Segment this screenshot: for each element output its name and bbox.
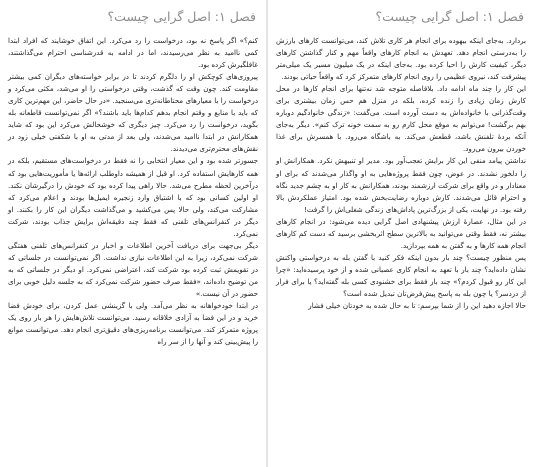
- paragraph: نداشتن پیامد منفی این کار برایش تعجب‌آور بود. مدیر او تنبیهش نکرد. همکارانش او را دلخور نشدند. در عوض، چون فقط پروژه‌هایی به او واگذار می‌شدند که برای او معنادار و در واقع برای شرکت ارزشمند بودند، همکارانش به کار او به چشم جدید نگاه و احترام قائل می‌شدند. کارش دوباره رضایت‌بخش شده بود. امتیاز عملکردش بالا رفته بود. در نهایت، یکی از بزرگ‌ترین پاداش‌های زندگی شغلی‌اش را گرفت!: [276, 156, 526, 214]
- paragraph: جسورتر شده بود و این معیار انتخابی را نه فقط در درخواست‌های مستقیم، بلکه در همه کارهایش استفاده کرد. او قبل از همیشه داوطلب ارائه‌ها یا مأموریت‌هایی بود که درآخرین لحظه مطرح می‌شد. حالا راهی پیدا کرده بود که خودش را درگیرشان نکند. او اولین کسانی بود که با اشتیاق وارد زنجیره ایمیل‌ها بودند و اعلام می‌کرد که مشارکت می‌کند، ولی حالا پس می‌کشید و می‌گذاشت دیگران این کار را بکنند. او دیگر در کنفرانس‌های تلفنی که فقط چند دقیقه‌اش برایش جذاب بودند، شرکت نمی‌کرد.: [8, 156, 258, 238]
- paragraph: کنم؟» اگر پاسخ نه بود، درخواست را رد می‌کرد. این اتفاق خوشایند که افراد ابتدا کمی ناامید به نظر می‌رسیدند، اما در ادامه به قدرشناسی احترام می‌گذاشتند، غافلگیرش کرده بود.: [8, 36, 258, 70]
- paragraph: پیروزی‌های کوچکش او را دلگرم کردند تا در برابر خواسته‌های دیگران کمی بیشتر مقاومت کند. چون وقت که گذشت، وقتی درخواستی را او می‌شد، مکثی می‌کرد و درخواست را با معیارهای محتاطانه‌تری می‌سنجید. «در حال حاضر، این مهم‌ترین کاری که باید با منابع و وقتم انجام بدهم کدام‌ها باید باشند؟» اگر نمی‌توانست قاطعانه بله بگوید، درخواست را رد می‌کرد. چیز دیگری که خوشحالش می‌کرد این بود که شاید همکارانش در ابتدا ناامید می‌شدند، ولی بعد از مدتی به او با شکفتی خیلی زود در نقش‌های محترم‌تری می‌دیدند.: [8, 72, 258, 154]
- paragraph: این کار را چند ماه ادامه داد. بلافاصله متوجه شد نه‌تنها برای انجام کارها در محل کارش زمان زیادی را زنده کرده، بلکه در منزل هم حس زمان بیشتری برای وقت‌گذرانی با خانواده‌اش به دست آورده است. می‌گفت: «زندگی خانوادگیم دوباره بهم برگشت! می‌توانم به موقع محل کارم رو به سمت خونه ترک کنم». دیگر به‌جای آنکه بردهٔ تلفنش باشد، قطعش می‌کند. به باشگاه می‌رود. با همسرش برای غذا خوردن بیرون می‌رود.: [276, 84, 526, 154]
- left-page: [0, 0, 266, 467]
- right-page: [268, 0, 534, 467]
- paragraph: بردارد. به‌جای اینکه بیهوده برای انجام هر کاری تلاش کند، می‌توانست کارهای بارزش را به‌درستی انجام دهد. تعهدش به انجام کارهای واقعاً مهم و کنار گذاشتن کارهای دیگر، کیفیت کارش را احیا کرده بود. به‌جای اینکه در یک میلیون مسیر یک میلی‌متر پیشرفت کند، نیروی عظیمی را روی انجام کارهای متمرکز کرد که واقعاً حیاتی بودند.: [276, 36, 526, 82]
- paragraph: پس منظور چیست؟ چند بار بدون اینکه فکر کنید با گفتن بله به درخواستی واکنش نشان داده‌اید؟ چند بار با تعهد به انجام کاری عصبانی شده و از خود پرسیده‌اید: «چرا این کار رو قبول کردم؟» چند بار فقط برای خشنودی کسی بله گفته‌اید؟ یا برای فرار از دردسر؟ یا چون بله به پاسخ پیش‌فرض‌تان تبدیل شده است؟: [276, 252, 526, 298]
- page-body: [276, 35, 526, 312]
- paragraph: دیگر بی‌جهت برای دریافت آخرین اطلاعات و اخبار در کنفرانس‌های تلفنی هفتگی شرکت نمی‌کرد، زیرا به این اطلاعات نیازی نداشت. اگر نمی‌توانست در جلساتی که در تقویمش ثبت کرده بود شرکت کند، اعتراضی نمی‌کرد. او دیگر در جلساتی که به من توضیح داده‌اند، «فقط صرف حضور شرکت نمی‌کرد که به جلسه دلیل خوبی برای حضور در آن نیست.»: [8, 240, 258, 298]
- paragraph: در ابتدا خودخواهانه به نظر می‌آمد. ولی با گزینشی عمل کردن، برای خودش فضا خرید و در این فضا به آزادی خلاقانه رسید. می‌توانست تلاش‌هایش را هر بار روی یک پروژه متمرکز کند. می‌توانست برنامه‌ریزی‌های دقیق‌تری انجام دهد. می‌توانست موانع را پیش‌بینی کند و آنها را از سر راه: [8, 301, 258, 347]
- page-title: فصل ۱: اصل گرایی چیست؟: [375, 9, 524, 24]
- page-title: فصل ۱: اصل گرایی چیست؟: [107, 9, 256, 24]
- paragraph: در این مثال، عصارهٔ ارزش پیشنهادی اصل گرایی دیده می‌شود: در انجام کارهای بیشتر نه، فقط وقتی می‌توانید به بالاترین سطح اثربخشی برسید که دست کم کارهای انجام همه کارها و به گفتن به همه بپردازید.: [276, 216, 526, 250]
- paragraph: حالا اجازه دهید این را از شما بپرسم: تا به حال شده به خودتان خیلی فشار: [308, 301, 526, 311]
- page-body: [8, 35, 258, 348]
